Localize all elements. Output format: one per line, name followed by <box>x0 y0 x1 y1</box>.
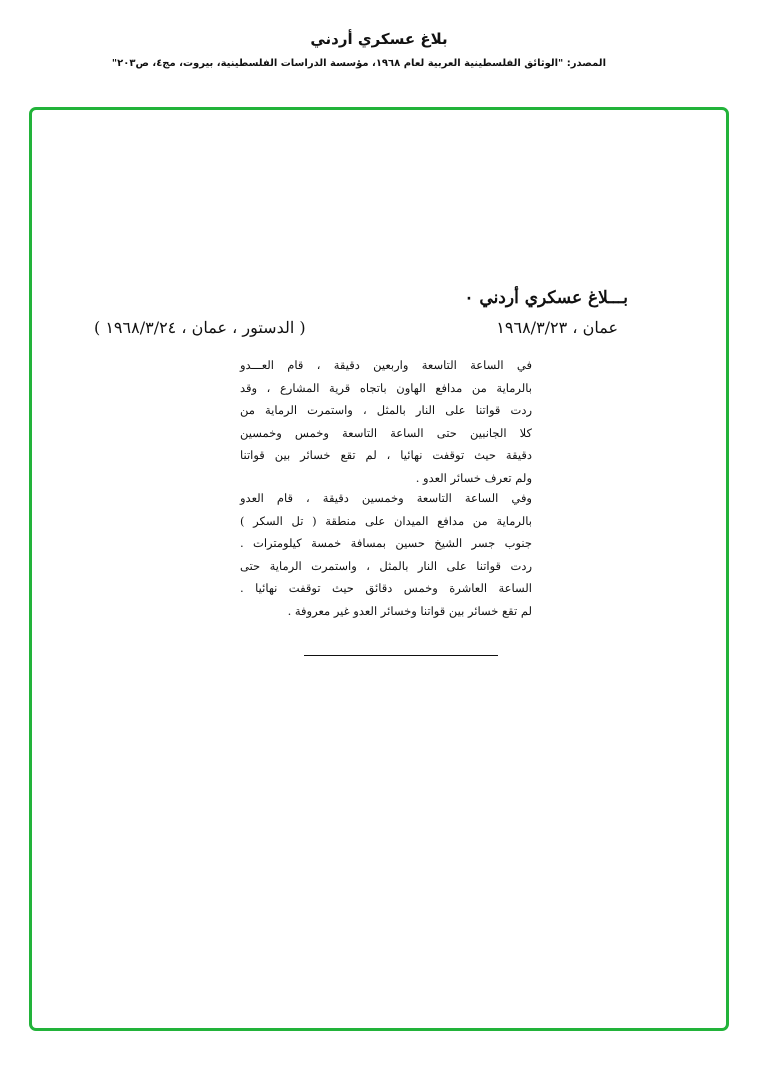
paragraph-line: جنوب جسر الشيخ حسين بمسافة خمسة كيلومترات . <box>240 536 532 551</box>
paragraph-line: وفي الساعة التاسعة وخمسين دقيقة ، قام العدو <box>240 491 532 505</box>
paragraph-line: الساعة العاشرة وخمس دقائق حيث توقفت نهائيا . <box>240 581 532 596</box>
paragraph-line: بالرماية من مدافع الميدان على منطقة ( تل السكر ) <box>240 513 532 528</box>
paragraph-line: بالرماية من مدافع الهاون باتجاه قرية المشارع ، وقد <box>240 380 532 395</box>
page-header-title: بلاغ عسكري أردني <box>310 30 448 48</box>
paragraph-first-incident <box>240 354 532 490</box>
paragraph-line: كلا الجانبين حتى الساعة التاسعة وخمس وخمسين <box>240 425 532 440</box>
end-of-document-rule <box>304 655 498 656</box>
paragraph-line: دقيقة حيث توقفت نهائيا ، لم تقع خسائر بين قواتنا <box>240 448 532 463</box>
paragraph-line: ردت قواتنا على النار بالمثل ، واستمرت الرماية حتى <box>240 558 532 573</box>
paragraph-line: لم تقع خسائر بين قواتنا وخسائر العدو غير معروفة . <box>287 603 532 618</box>
paragraph-line: في الساعة التاسعة واربعين دقيقة ، قام العـــدو <box>240 358 532 372</box>
paragraph-line: ولم تعرف خسائر العدو . <box>415 470 532 485</box>
paragraph-line: ردت قواتنا على النار بالمثل ، واستمرت الرماية من <box>240 403 532 418</box>
paragraph-second-incident <box>240 487 532 623</box>
document-place-date: عمان ، ١٩٦٨/٣/٢٣ <box>496 318 618 337</box>
document-title: بـــلاغ عسكري أردني ٠ <box>464 288 628 308</box>
document-source-reference: ( الدستور ، عمان ، ١٩٦٨/٣/٢٤ ) <box>94 318 306 337</box>
page-header-source: المصدر: "الوثائق الفلسطينية العربية لعام ١٩٦٨، مؤسسة الدراسات الفلسطينية، بيروت، مج٤، ص٢٠٣" <box>111 58 606 69</box>
